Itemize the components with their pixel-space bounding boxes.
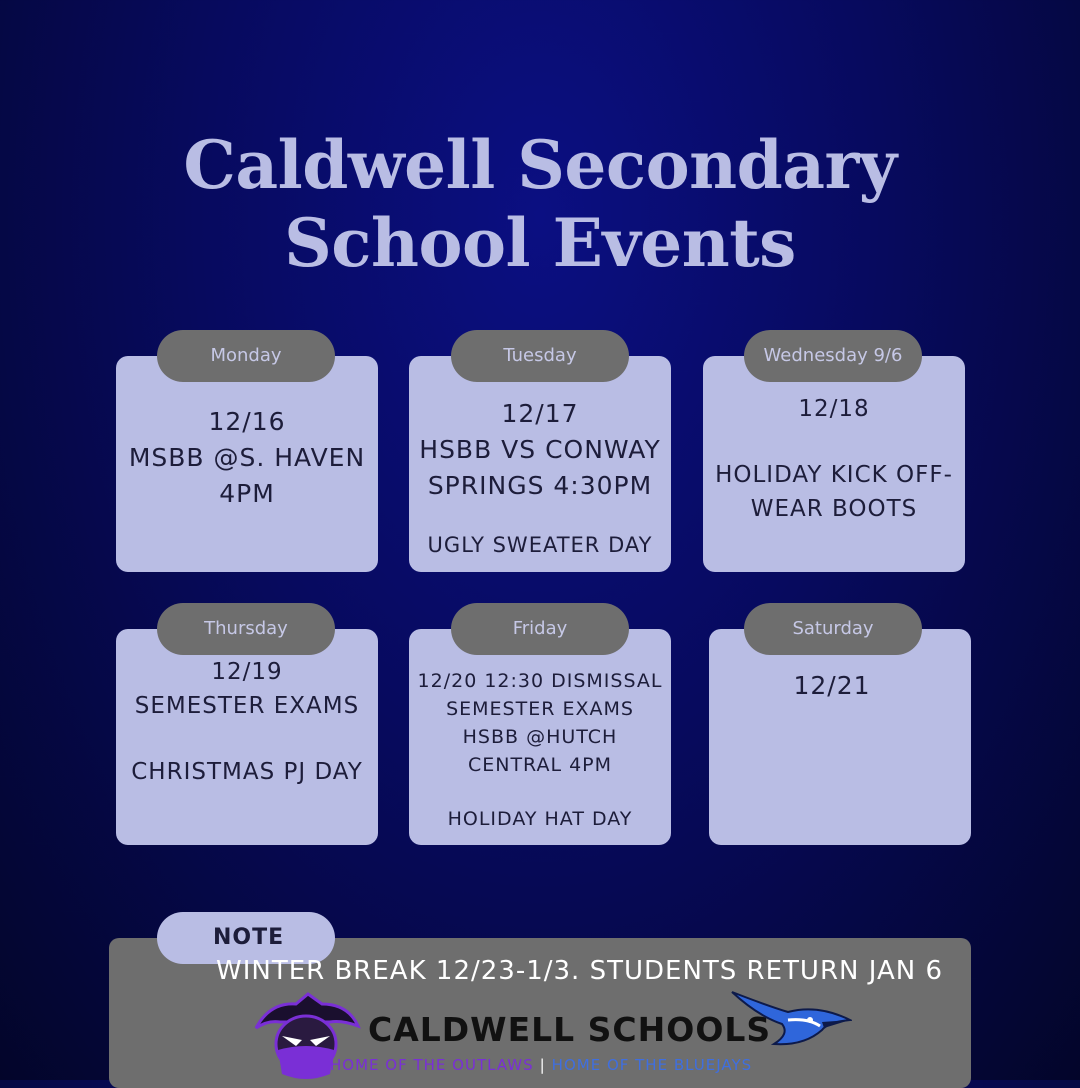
day-tab-wednesday: Wednesday 9/6	[744, 330, 922, 382]
day-card-text	[409, 396, 671, 504]
day-card-monday	[116, 356, 378, 572]
day-tab-monday: Monday	[157, 330, 335, 382]
card-line: SEMESTER EXAMS	[134, 693, 360, 719]
tagline-separator: |	[539, 1056, 546, 1074]
day-card-text	[116, 655, 378, 723]
card-line: 12/16	[208, 407, 286, 436]
card-line: HSBB VS CONWAY	[419, 435, 661, 464]
card-line: SPRINGS 4:30PM	[427, 471, 653, 500]
day-card-text	[409, 667, 671, 779]
tagline-bluejays: HOME OF THE BLUEJAYS	[551, 1056, 753, 1074]
card-line: 12/21	[793, 671, 871, 700]
caldwell-schools-logo	[250, 990, 870, 1080]
logo-tagline	[330, 1056, 752, 1074]
card-line: 12/17	[501, 399, 579, 428]
card-line: 12/20 12:30 DISMISSAL	[417, 670, 663, 692]
card-line: HSBB @HUTCH	[462, 726, 618, 748]
day-card-text	[703, 394, 965, 424]
logo-name: CALDWELL SCHOOLS	[368, 1010, 772, 1049]
note-label: NOTE	[157, 912, 335, 964]
day-card-note	[409, 805, 671, 833]
card-line: CENTRAL 4PM	[467, 754, 613, 776]
tagline-outlaws: HOME OF THE OUTLAWS	[330, 1056, 534, 1074]
card-line: 12/18	[798, 396, 870, 422]
card-line: 12/19	[211, 659, 283, 685]
day-card-friday	[409, 629, 671, 845]
day-card-text	[116, 404, 378, 512]
card-line: HOLIDAY KICK OFF-	[715, 462, 953, 488]
title-line-1: Caldwell Secondary	[183, 126, 897, 204]
bluejay-mascot-icon	[728, 990, 852, 1056]
day-card-tuesday	[409, 356, 671, 572]
card-line: WEAR BOOTS	[750, 496, 918, 522]
day-tab-saturday: Saturday	[744, 603, 922, 655]
day-card-wednesday	[703, 356, 965, 572]
card-line: HOLIDAY HAT DAY	[447, 808, 633, 830]
note-text: WINTER BREAK 12/23-1/3. STUDENTS RETURN JAN 6	[216, 956, 943, 986]
day-card-note	[703, 458, 965, 526]
day-tab-thursday: Thursday	[157, 603, 335, 655]
day-tab-friday: Friday	[451, 603, 629, 655]
card-line: UGLY SWEATER DAY	[427, 533, 653, 557]
title-line-2: School Events	[284, 204, 796, 282]
day-card-note	[116, 755, 378, 789]
card-line: SEMESTER EXAMS	[446, 698, 634, 720]
day-card-thursday	[116, 629, 378, 845]
day-card-text	[709, 669, 955, 703]
day-tab-tuesday: Tuesday	[451, 330, 629, 382]
day-card-note	[409, 530, 671, 560]
card-line: MSBB @S. HAVEN	[128, 443, 366, 472]
day-card-saturday	[709, 629, 971, 845]
card-line: 4PM	[219, 479, 275, 508]
page-title	[0, 126, 1080, 282]
card-line: CHRISTMAS PJ DAY	[131, 759, 363, 785]
